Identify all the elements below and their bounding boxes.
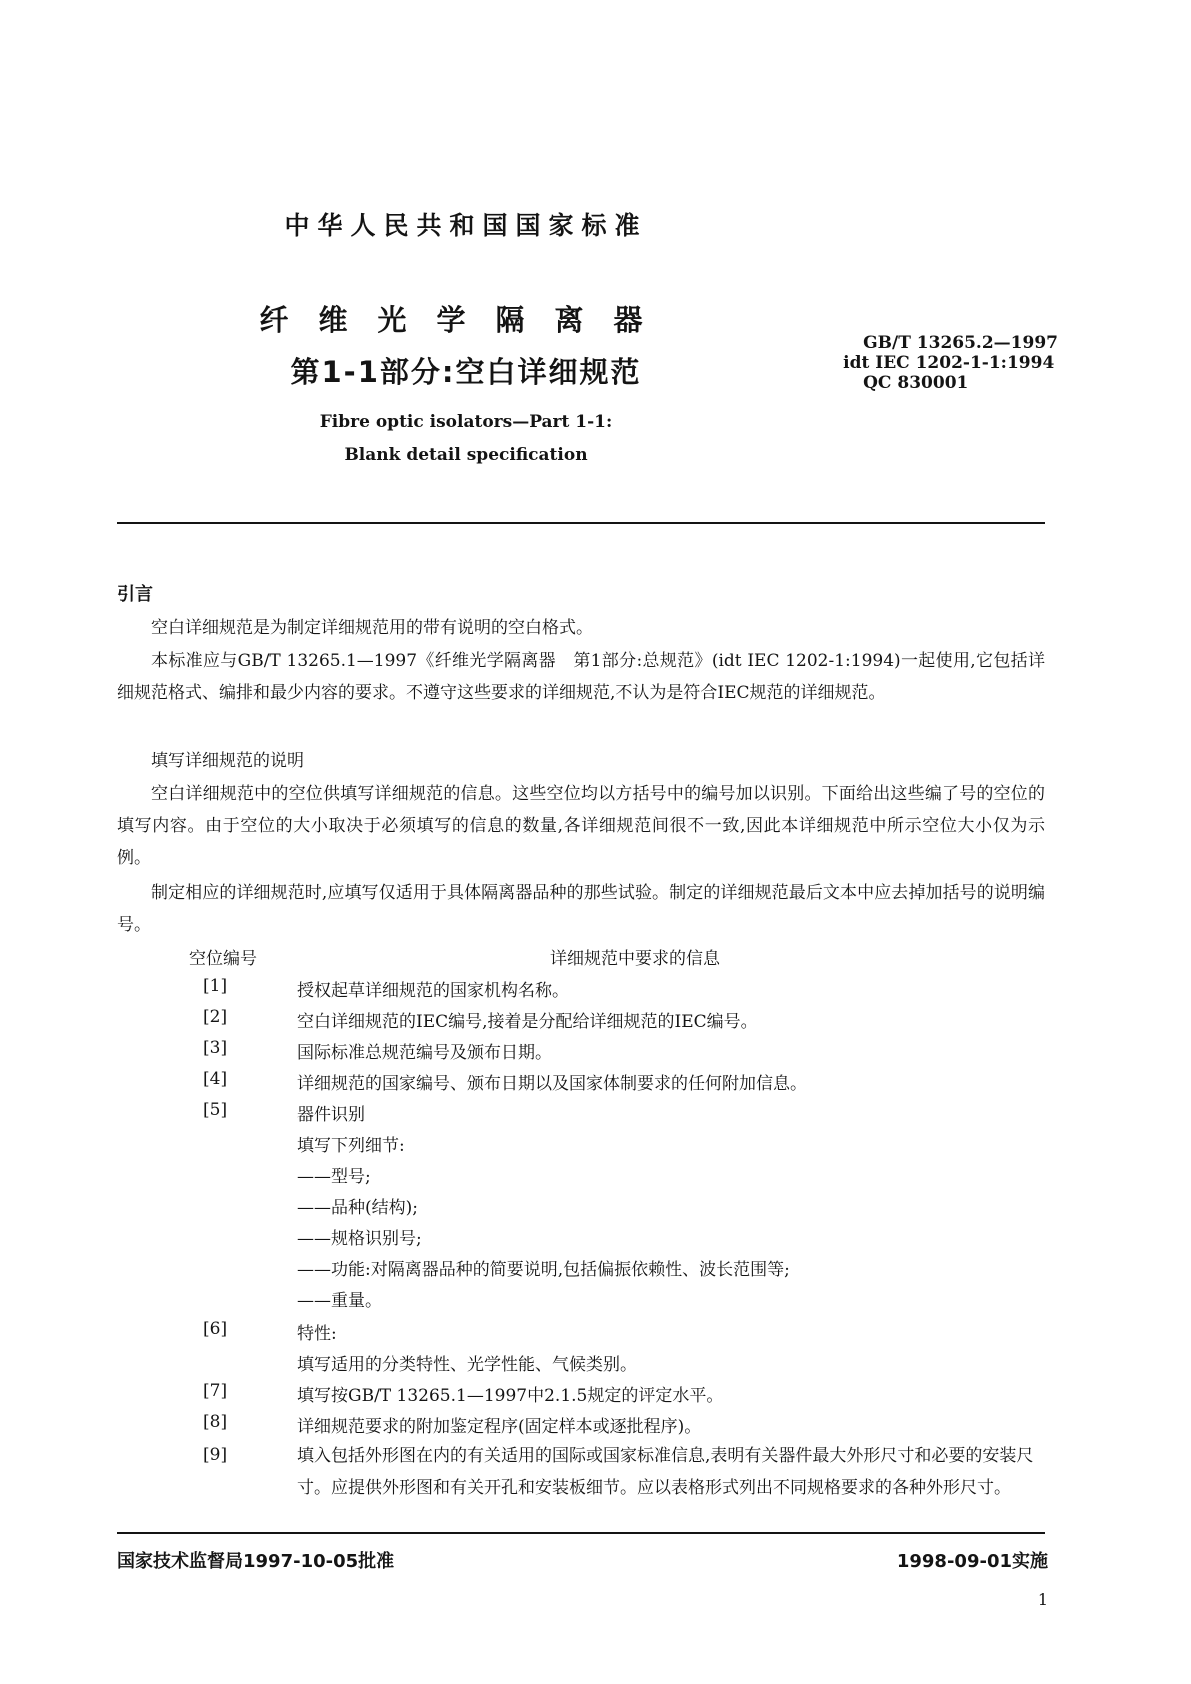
- document-title-en: Fibre optic isolators—Part 1-1:: [319, 412, 613, 432]
- entry-2-text: 空白详细规范的IEC编号,接着是分配给详细规范的IEC编号。: [297, 1012, 758, 1032]
- idt-code: idt IEC 1202-1-1:1994: [843, 353, 1055, 373]
- approval-date: 国家技术监督局1997-10-05批准: [117, 1551, 395, 1572]
- entry-5-item: ——品种(结构);: [297, 1198, 418, 1218]
- entry-5-item: ——重量。: [297, 1291, 382, 1311]
- entry-5-item: ——规格识别号;: [297, 1229, 422, 1249]
- entry-5-text: 器件识别: [297, 1105, 365, 1125]
- entry-5-item: ——功能:对隔离器品种的简要说明,包括偏振依赖性、波长范围等;: [297, 1260, 790, 1280]
- intro-paragraph-2: 本标准应与GB/T 13265.1—1997《纤维光学隔离器 第1部分:总规范》(idt IEC 1202-1:1994)一起使用,它包括详细规范格式、编排和最少内容的要求。不遵守这些要求的详细规范,不认为是符合IEC规范的详细规范。: [117, 651, 1045, 703]
- entry-6-text: 特性:: [297, 1324, 337, 1344]
- entry-8-text: 详细规范要求的附加鉴定程序(固定样本或逐批程序)。: [297, 1417, 702, 1437]
- entry-9-number: [9]: [203, 1445, 228, 1465]
- instructions-paragraph-1: 空白详细规范中的空位供填写详细规范的信息。这些空位均以方括号中的编号加以识别。下面给出这些编了号的空位的填写内容。由于空位的大小取决于必须填写的信息的数量,各详细规范间很不一致,因此本详细规范中所示空位大小仅为示例。: [117, 784, 1045, 868]
- instructions-heading: 填写详细规范的说明: [151, 751, 304, 771]
- entry-6-number: [6]: [203, 1319, 228, 1339]
- page-number: 1: [1037, 1590, 1048, 1609]
- entry-9-text: 填入包括外形图在内的有关适用的国际或国家标准信息,表明有关器件最大外形尺寸和必要的安装尺寸。应提供外形图和有关开孔和安装板细节。应以表格形式列出不同规格要求的各种外形尺寸。: [297, 1446, 1034, 1498]
- instructions-paragraph-2: 制定相应的详细规范时,应填写仅适用于具体隔离器品种的那些试验。制定的详细规范最后文本中应去掉加括号的说明编号。: [117, 883, 1045, 935]
- document-subtitle-en: Blank detail specification: [344, 445, 588, 465]
- entry-7-text: 填写按GB/T 13265.1—1997中2.1.5规定的评定水平。: [297, 1386, 724, 1406]
- entry-3-text: 国际标准总规范编号及颁布日期。: [297, 1043, 552, 1063]
- entry-5-subtext: 填写下列细节:: [297, 1136, 405, 1156]
- footer-divider: [117, 1532, 1045, 1534]
- entry-2-number: [2]: [203, 1007, 228, 1027]
- standard-codes: [843, 333, 1058, 393]
- entry-7-number: [7]: [203, 1381, 228, 1401]
- entry-4-text: 详细规范的国家编号、颁布日期以及国家体制要求的任何附加信息。: [297, 1074, 807, 1094]
- entry-5-number: [5]: [203, 1100, 228, 1120]
- gb-code: GB/T 13265.2—1997: [863, 333, 1058, 353]
- intro-heading: 引言: [117, 584, 153, 605]
- qc-code: QC 830001: [863, 373, 969, 393]
- effective-date: 1998-09-01实施: [896, 1551, 1048, 1572]
- intro-paragraph-1: 空白详细规范是为制定详细规范用的带有说明的空白格式。: [151, 618, 593, 638]
- entry-8-number: [8]: [203, 1412, 228, 1432]
- entry-1-text: 授权起草详细规范的国家机构名称。: [297, 981, 569, 1001]
- entry-5-item: ——型号;: [297, 1167, 371, 1187]
- document-title-zh: 纤维光学隔离器: [259, 303, 673, 337]
- entry-4-number: [4]: [203, 1069, 228, 1089]
- header-divider: [117, 522, 1045, 524]
- national-standard-title: 中华人民共和国国家标准: [284, 211, 648, 240]
- entry-6-subtext: 填写适用的分类特性、光学性能、气候类别。: [297, 1355, 637, 1375]
- entry-1-number: [1]: [203, 976, 228, 996]
- document-subtitle-zh: 第1-1部分:空白详细规范: [290, 355, 642, 389]
- column-header-slot: 空位编号: [189, 949, 257, 969]
- entry-3-number: [3]: [203, 1038, 228, 1058]
- column-header-info: 详细规范中要求的信息: [550, 949, 720, 969]
